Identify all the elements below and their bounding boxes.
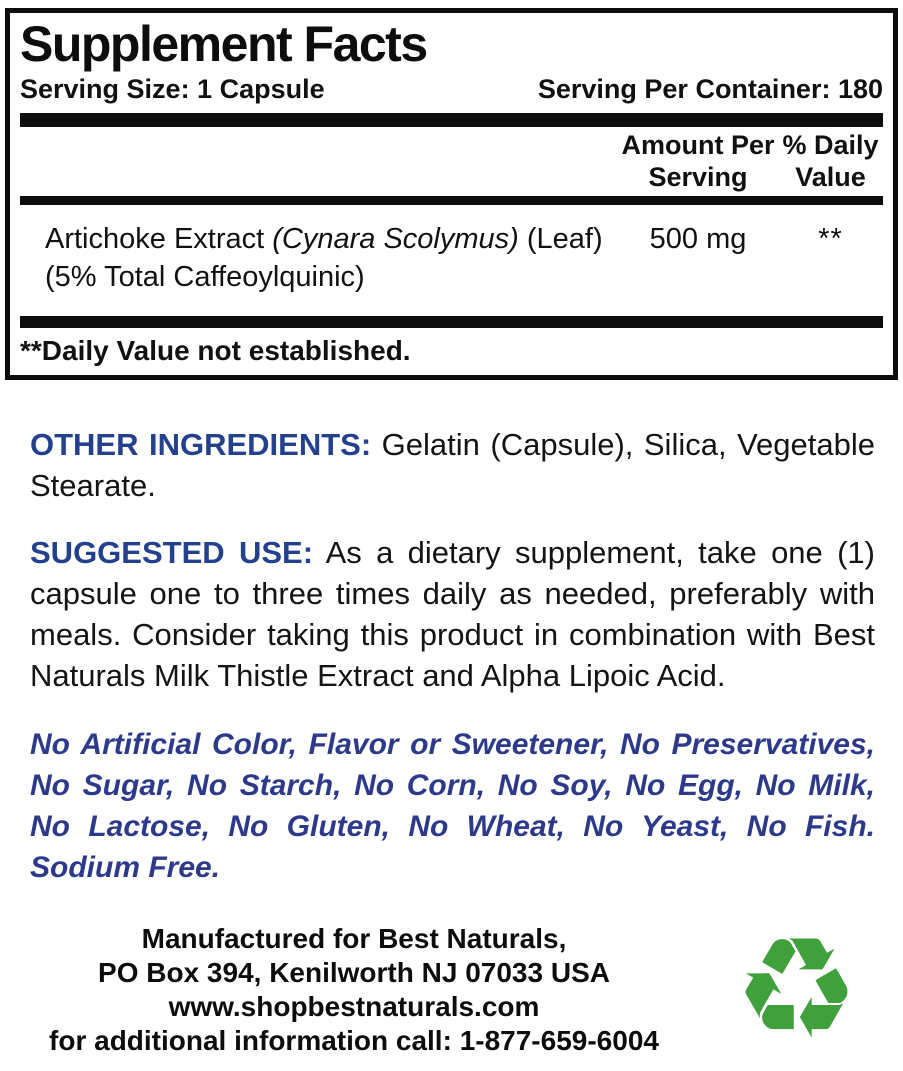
ingredient-name-part1: Artichoke Extract: [45, 223, 273, 256]
address-line: PO Box 394, Kenilworth NJ 07033 USA: [98, 957, 610, 989]
supplement-facts-title: Supplement Facts: [20, 16, 427, 72]
daily-value-footnote: **Daily Value not established.: [20, 335, 411, 367]
ingredient-name-line1: [45, 221, 618, 259]
ingredient-amount: 500 mg: [649, 223, 747, 256]
other-ingredients-paragraph: [30, 424, 875, 506]
servings-per-container-text: Serving Per Container: 180: [537, 74, 883, 104]
ingredient-row: [20, 205, 883, 316]
amount-header-line2: Serving: [648, 162, 748, 193]
ingredient-name: [20, 221, 618, 296]
thick-divider-top: [20, 113, 883, 127]
phone-line: for additional information call: 1-877-659-6004: [49, 1025, 659, 1057]
amount-header-line1: Amount Per: [621, 130, 775, 161]
recycle-icon: ♻: [733, 908, 860, 1071]
manufacturer-info: [18, 922, 690, 1058]
supplement-facts-panel: [5, 8, 898, 380]
suggested-use-label: SUGGESTED USE:: [30, 535, 314, 571]
serving-size-text: Serving Size: 1 Capsule: [20, 74, 325, 104]
divider-under-headers: [20, 196, 883, 205]
suggested-use-paragraph: [30, 532, 875, 696]
other-ingredients-text: Gelatin (Capsule), Silica, Vegetable Stearate.: [30, 427, 875, 504]
manufacturer-line: Manufactured for Best Naturals,: [141, 923, 567, 955]
divider-above-footnote: [20, 316, 883, 328]
other-ingredients-label: OTHER INGREDIENTS:: [30, 427, 372, 463]
manufacturer-footer: [0, 908, 903, 1071]
supplement-label-page: [0, 8, 903, 1071]
ingredient-name-part2: (Leaf): [518, 223, 603, 256]
amount-per-serving-header: [618, 130, 778, 194]
website-line: www.shopbestnaturals.com: [168, 991, 540, 1023]
dv-header-line1: % Daily: [782, 130, 879, 161]
column-headers-row: [20, 127, 883, 196]
label-text-sections: [0, 424, 903, 888]
ingredient-name-line2: (5% Total Caffeoylquinic): [45, 260, 365, 293]
serving-row: [20, 73, 883, 105]
ingredient-daily-value: **: [818, 223, 843, 256]
dv-header-line2: Value: [795, 162, 866, 193]
allergen-free-claims: No Artificial Color, Flavor or Sweetener, No Preservatives, No Sugar, No Starch, No Corn, No Soy, No Egg, No Milk, No Lactose, No Gluten, No Wheat, No Yeast, No Fish. Sodium Free.: [30, 728, 875, 885]
suggested-use-text: As a dietary supplement, take one (1) capsule one to three times daily as needed, preferably with meals. Consider taking this product in combination with Best Naturals Milk Thistle Extract and Alpha Lipoic Acid.: [30, 535, 875, 694]
daily-value-header: [778, 130, 883, 194]
ingredient-latin-name: (Cynara Scolymus): [272, 223, 519, 256]
